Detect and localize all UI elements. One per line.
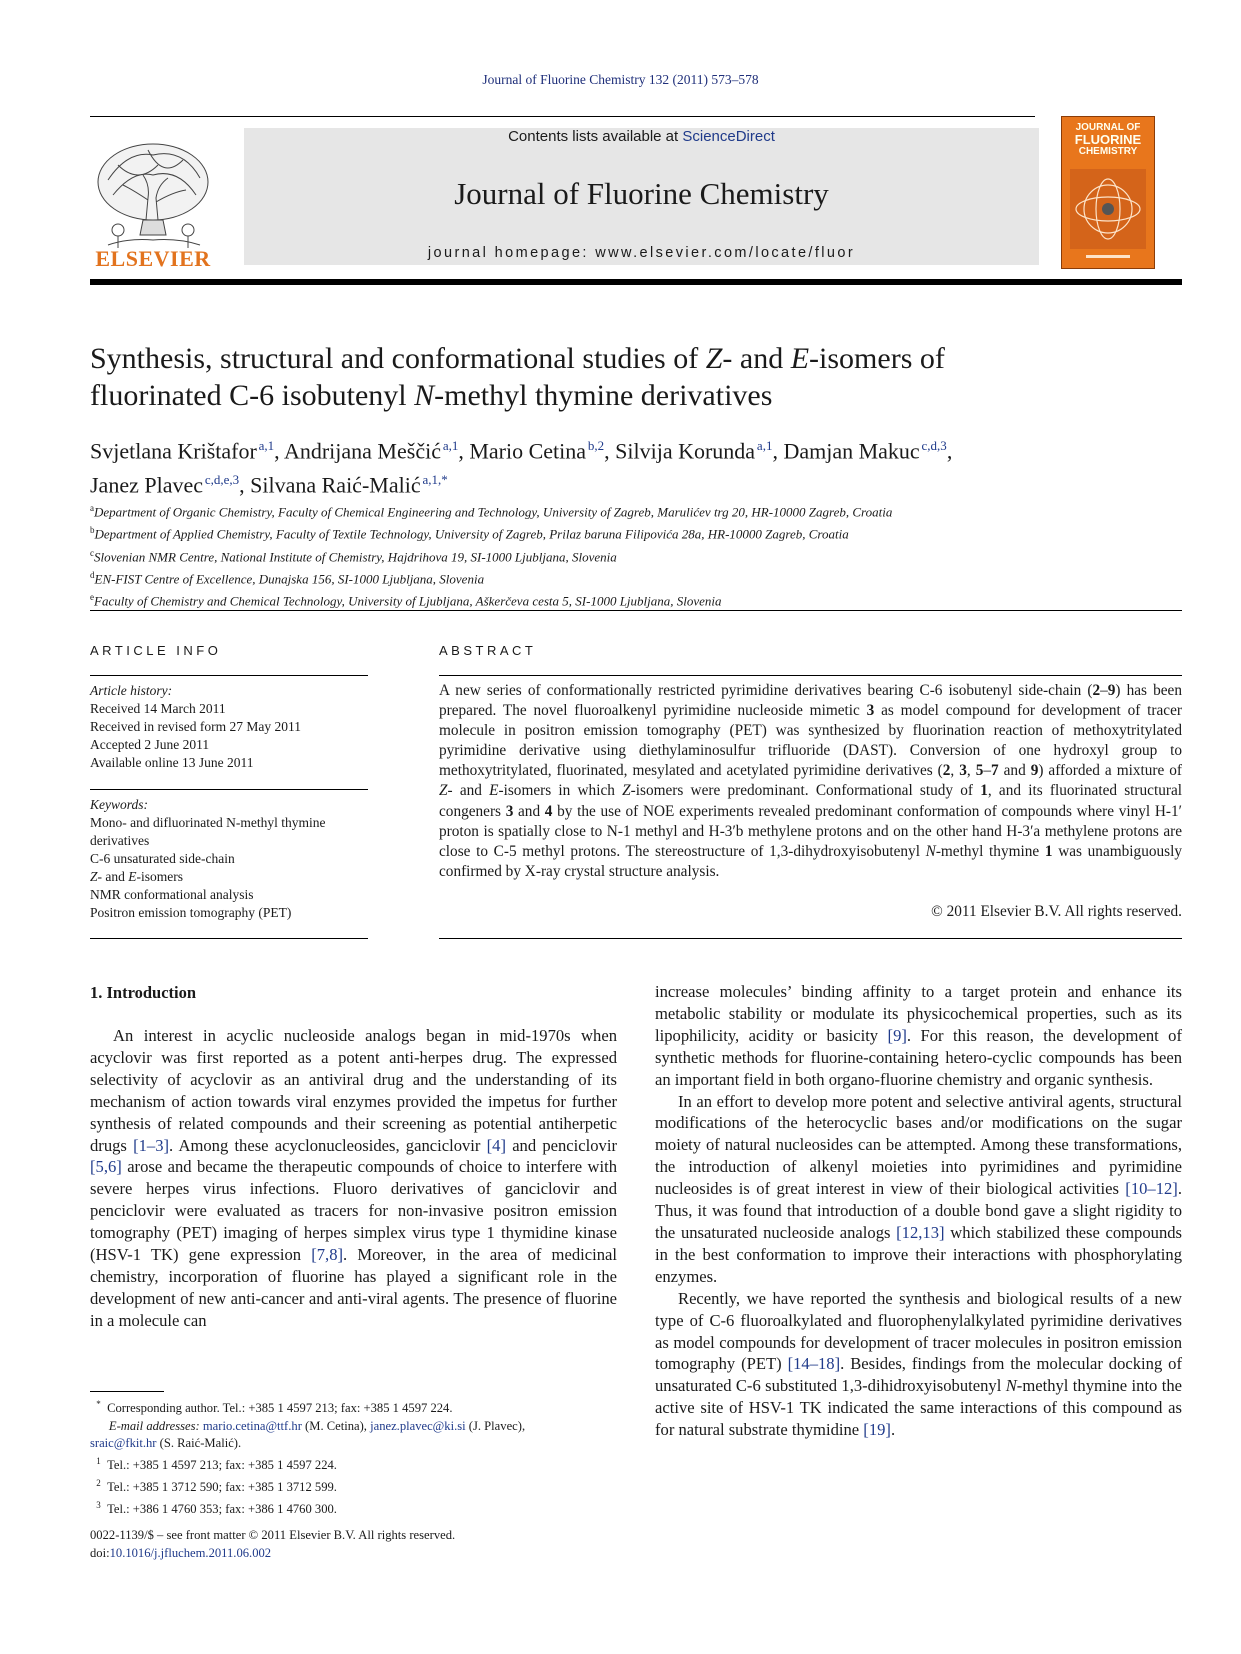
author-name: Andrijana Meščić bbox=[283, 438, 441, 464]
affiliation-key: d bbox=[90, 569, 95, 580]
footnote-text: Tel.: +385 1 4597 213; fax: +385 1 4597 224. bbox=[107, 1458, 337, 1473]
title-part: -isomers of bbox=[809, 342, 945, 375]
abstract-text: A new series of conformationally restricted pyrimidine derivatives bearing C-6 isobutenyl side-chain (2–9) has been prepared. The novel fluoroalkenyl pyrimidine nucleoside mimetic 3 as model compound for development of tracer molecule in positron emission tomography (PET) was synthesized by fluorination reaction of methoxytritylated pyrimidine derivative using diethylaminosulfur trifluoride (DAST). Conversion of one hydroxyl group to methoxytritylated, fluorinated, mesylated and acetylated pyrimidine derivatives (2, 3, 5–7 and 9) afforded a mixture of Z- and E-isomers in which Z-isomers were predominant. Conformational study of 1, and its fluorinated structural congeners 3 and 4 by the use of NOE experiments revealed predominant conformation of compounds where vinyl H-1′ proton is spatially close to N-1 methyl and H-3′b methylene protons and on the other hand H-3′a methylene protons are close to C-5 methyl protons. The stereostructure of 1,3-dihydroxyisobutenyl N-methyl thymine 1 was unambiguously confirmed by X-ray crystal structure analysis. bbox=[439, 682, 1182, 880]
footnote-emails-cont bbox=[90, 1435, 617, 1453]
paragraph: An interest in acyclic nucleoside analogs began in mid-1970s when acyclovir was first reported as a potent anti-herpes drug. The expressed selectivity of acyclovir as an antiviral drug and the understanding of its mechanism of action towards viral enzymes provided the impetus for further synthesis of related compounds and their screening as potential antiherpetic drugs [1–3]. Among these acyclonucleosides, ganciclovir [4] and penciclovir [5,6] arose and became the therapeutic compounds of choice to interfere with severe herpes virus infections. Fluoro derivatives of ganciclovir and penciclovir were evaluated as tracers for non-invasive positron emission tomography (PET) imaging of herpes simplex virus type 1 thymidine kinase (HSV-1 TK) gene expression [7,8]. Moreover, in the area of medicinal chemistry, incorporation of fluorine has played a significant role in the development of new anti-cancer and anti-viral agents. The presence of fluorine in a molecule can bbox=[90, 1026, 617, 1330]
author-name: Mario Cetina bbox=[469, 438, 587, 464]
cover-title-line2: FLUORINE bbox=[1074, 132, 1142, 147]
history-revised: Received in revised form 27 May 2011 bbox=[90, 719, 301, 734]
citation-link[interactable]: [19] bbox=[863, 1420, 891, 1440]
keyword bbox=[90, 868, 368, 886]
keyword: Positron emission tomography (PET) bbox=[90, 905, 292, 920]
citation-link[interactable]: [7,8] bbox=[311, 1245, 344, 1265]
affiliation bbox=[90, 566, 1182, 588]
footnote-text: Corresponding author. Tel.: +385 1 4597 213; fax: +385 1 4597 224. bbox=[107, 1401, 453, 1416]
author-affil-link[interactable]: a,1,* bbox=[422, 472, 448, 488]
doi-label: doi: bbox=[90, 1545, 110, 1560]
keyword: derivatives bbox=[90, 833, 150, 848]
email-link[interactable]: sraic@fkit.hr bbox=[90, 1436, 157, 1451]
affiliation bbox=[90, 588, 1182, 610]
keyword: C-6 unsaturated side-chain bbox=[90, 851, 235, 866]
article-info-rule bbox=[90, 789, 368, 790]
affiliation bbox=[90, 521, 1182, 543]
affiliation bbox=[90, 499, 1182, 521]
citation-link[interactable]: [1–3] bbox=[133, 1135, 170, 1155]
paragraph: In an effort to develop more potent and selective antiviral agents, structural modifications of the heterocyclic bases and/or modifications on the sugar moiety of natural nucleosides can be attempted. Among these transformations, the introduction of alkenyl moieties into pyrimidines and pyrimidine nucleosides is of great interest in view of their biological activities [10–12]. Thus, it was found that introduction of a double bond gave a slight rigidity to the unsaturated nucleoside analogs [12,13] which stabilized these compounds in the best conformation to improve their interactions with phosphorylating enzymes. bbox=[655, 1091, 1182, 1286]
abstract-copyright: © 2011 Elsevier B.V. All rights reserved. bbox=[931, 903, 1182, 920]
keyword-part: Z bbox=[90, 869, 98, 884]
email-label: E-mail addresses: bbox=[108, 1418, 200, 1433]
journal-homepage bbox=[244, 245, 1039, 261]
header-rule bbox=[90, 116, 1035, 117]
elsevier-wordmark: ELSEVIER bbox=[95, 246, 211, 271]
keywords bbox=[90, 796, 368, 922]
author-affil-link[interactable]: c,d,e,3 bbox=[204, 472, 240, 488]
abstract-rule bbox=[439, 675, 1182, 676]
footnote-rule bbox=[90, 1391, 164, 1392]
body-column-left bbox=[90, 1025, 617, 1332]
affiliation-text: Faculty of Chemistry and Chemical Technology, University of Ljubljana, Aškerčeva cesta 5, SI-1000 Ljubljana, Slovenia bbox=[94, 593, 722, 609]
affiliation-key: c bbox=[90, 547, 94, 558]
article-info-heading: ARTICLE INFO bbox=[90, 643, 222, 658]
author-list: Svjetlana Krištafor $^{a,1}$, Andrijana Meščić $^{a,1}$, Mario Cetina $^{b,2}$, Silvija Korunda $^{a,1}$, Damjan Makuc $^{c,d,3}$, Janez Plavec $^{c,d,e,3}$, Silvana Raić-Malić $^{a,1,*}$ bbox=[90, 438, 953, 498]
cover-title-line1: JOURNAL OF bbox=[1075, 122, 1141, 133]
footnote: $^1$ Tel.: +385 1 4597 213; fax: +385 1 4597 224. bbox=[96, 1455, 337, 1473]
page-footer bbox=[90, 1527, 617, 1562]
journal-citation[interactable]: Journal of Fluorine Chemistry 132 (2011) 573–578 bbox=[482, 72, 759, 87]
affiliation-text: Department of Organic Chemistry, Faculty of Chemical Engineering and Technology, University of Zagreb, Marulićev trg 20, HR-10000 Zagreb, Croatia bbox=[94, 504, 893, 520]
keyword: Mono- and difluorinated N-methyl thymine bbox=[90, 815, 326, 830]
cover-title-line3: CHEMISTRY bbox=[1078, 146, 1138, 157]
affiliations bbox=[90, 499, 1182, 611]
footnote-text: Tel.: +386 1 4760 353; fax: +386 1 4760 300. bbox=[107, 1501, 337, 1516]
keywords-label: Keywords: bbox=[90, 797, 148, 812]
citation-link[interactable]: [4] bbox=[486, 1135, 506, 1155]
header-thick-rule bbox=[90, 279, 1182, 285]
author-affil-link[interactable]: a,1 bbox=[442, 438, 459, 453]
author-affil-link[interactable]: a,1 bbox=[756, 438, 773, 453]
history-online: Available online 13 June 2011 bbox=[90, 755, 254, 770]
body-column-right bbox=[655, 981, 1182, 1441]
author-name: Damjan Makuc bbox=[783, 438, 920, 464]
citation-link[interactable]: [10–12] bbox=[1125, 1179, 1178, 1199]
footnote-corresponding: * Corresponding author. Tel.: +385 1 4597 213; fax: +385 1 4597 224. bbox=[96, 1399, 453, 1416]
author-affil-link[interactable]: a,1 bbox=[258, 438, 275, 453]
abstract-rule bbox=[439, 938, 1182, 939]
email-link[interactable]: janez.plavec@ki.si bbox=[370, 1418, 466, 1433]
affiliation-key: e bbox=[90, 592, 94, 603]
citation-link[interactable]: [14–18] bbox=[787, 1354, 841, 1374]
title-part: E bbox=[790, 342, 810, 375]
citation-link[interactable]: [9] bbox=[887, 1025, 907, 1045]
title-part: Synthesis, structural and conformational studies of bbox=[90, 342, 706, 375]
affiliation-text: Slovenian NMR Centre, National Institute of Chemistry, Hajdrihova 19, SI-1000 Ljubljana, Slovenia bbox=[94, 548, 617, 564]
author-affil-link[interactable]: c,d,3 bbox=[921, 438, 947, 453]
history-received: Received 14 March 2011 bbox=[90, 701, 226, 716]
cover-title bbox=[1061, 122, 1155, 157]
article-history bbox=[90, 682, 368, 772]
affiliation-key: b bbox=[90, 525, 95, 536]
homepage-url[interactable]: www.elsevier.com/locate/fluor bbox=[595, 245, 856, 261]
article-info-rule bbox=[90, 938, 368, 939]
email-owner: (M. Cetina), bbox=[301, 1418, 371, 1433]
footnote: $^2$ Tel.: +385 1 3712 590; fax: +385 1 3712 599. bbox=[96, 1477, 337, 1494]
email-owner: (J. Plavec), bbox=[465, 1418, 526, 1433]
sciencedirect-link[interactable]: ScienceDirect bbox=[682, 128, 775, 145]
author-name: Silvana Raić-Malić bbox=[250, 472, 421, 498]
contents-line bbox=[244, 128, 1039, 145]
footnote-text: Tel.: +385 1 3712 590; fax: +385 1 3712 599. bbox=[107, 1479, 337, 1494]
citation-link[interactable]: [12,13] bbox=[896, 1222, 945, 1242]
author-name: Janez Plavec bbox=[90, 472, 203, 498]
history-label: Article history: bbox=[90, 683, 173, 698]
title-part: -methyl thymine derivatives bbox=[434, 379, 773, 412]
title-part: fluorinated C-6 isobutenyl bbox=[90, 379, 415, 412]
footnotes bbox=[90, 1396, 617, 1518]
affiliation bbox=[90, 544, 1182, 566]
contents-prefix: Contents lists available at bbox=[508, 128, 683, 145]
abstract-heading: ABSTRACT bbox=[439, 643, 537, 658]
affiliation-text: Department of Applied Chemistry, Faculty of Textile Technology, University of Zagreb, Prilaz baruna Filipovića 28a, HR-10000 Zagreb, Croatia bbox=[94, 526, 849, 542]
article-info-rule bbox=[90, 675, 368, 676]
email-link[interactable]: mario.cetina@ttf.hr bbox=[202, 1418, 302, 1433]
doi-link[interactable]: 10.1016/j.jfluchem.2011.06.002 bbox=[109, 1545, 272, 1560]
article-title bbox=[90, 340, 1182, 414]
homepage-prefix: journal homepage: bbox=[427, 245, 596, 261]
journal-name: Journal of Fluorine Chemistry bbox=[454, 176, 829, 211]
keyword-part: E bbox=[128, 869, 137, 884]
footnote: $^3$ Tel.: +386 1 4760 353; fax: +386 1 4760 300. bbox=[96, 1499, 337, 1516]
section-heading: 1. Introduction bbox=[90, 983, 197, 1002]
section-rule bbox=[90, 610, 1182, 611]
issn-line: 0022-1139/$ – see front matter © 2011 Elsevier B.V. All rights reserved. bbox=[90, 1528, 456, 1542]
doi-line bbox=[90, 1545, 617, 1563]
citation-link[interactable]: [5,6] bbox=[90, 1157, 122, 1177]
author-affil-link[interactable]: b,2 bbox=[587, 438, 605, 453]
author-name: Silvija Korunda bbox=[615, 438, 756, 464]
history-accepted: Accepted 2 June 2011 bbox=[90, 737, 210, 752]
author-name: Svjetlana Krištafor bbox=[90, 438, 257, 464]
affiliation-key: a bbox=[90, 503, 94, 513]
email-owner: (S. Raić-Malić). bbox=[156, 1436, 242, 1451]
keyword-part: - and bbox=[97, 869, 129, 884]
keyword-part: -isomers bbox=[136, 869, 184, 884]
footnote-emails bbox=[90, 1418, 617, 1436]
keyword: NMR conformational analysis bbox=[90, 887, 254, 902]
title-part: N bbox=[414, 379, 435, 412]
paragraph: increase molecules’ binding affinity to a target protein and enhance its metabolic stability or modulate its physicochemical properties, such as its lipophilicity, acidity or basicity [9]. For this reason, the development of synthetic methods for fluorine-containing hetero-cyclic compounds has been an important field in both organo-fluorine chemistry and organic synthesis. bbox=[655, 982, 1182, 1089]
paragraph: Recently, we have reported the synthesis and biological results of a new type of C-6 fluoroalkylated and fluorophenylalkylated pyrimidine derivatives as model compounds for development of tracer molecules in positron emission tomography (PET) [14–18]. Besides, findings from the molecular docking of unsaturated C-6 substituted 1,3-dihidroxyisobutenyl N-methyl thymine into the active site of HSV-1 TK indicated the same interactions of this compound as for natural substrate thymidine [19]. bbox=[655, 1288, 1182, 1440]
title-part: Z bbox=[705, 342, 723, 375]
title-part: - and bbox=[722, 342, 791, 375]
affiliation-text: EN-FIST Centre of Excellence, Dunajska 156, SI-1000 Ljubljana, Slovenia bbox=[94, 571, 485, 587]
